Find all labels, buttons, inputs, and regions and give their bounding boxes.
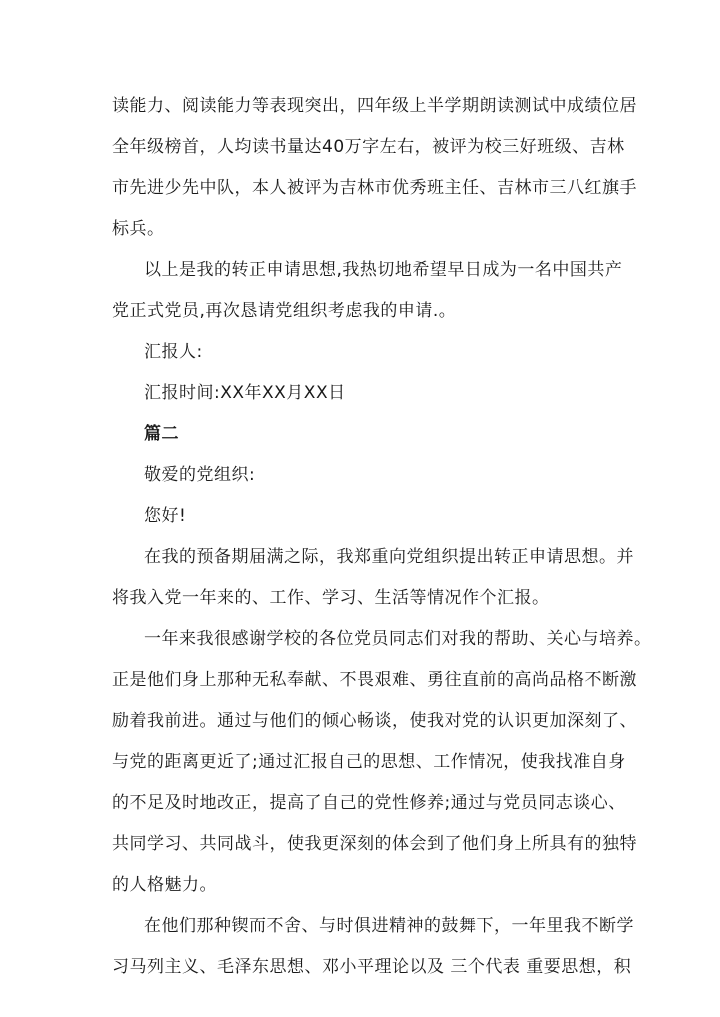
greeting: 您好! [144, 506, 187, 526]
body-text-line: 励着我前进。通过与他们的倾心畅谈，使我对党的认识更加深刻了、 [112, 711, 637, 731]
body-text-line: 读能力、阅读能力等表现突出，四年级上半学期朗读测试中成绩位居 [112, 96, 637, 116]
body-text-line: 全年级榜首，人均读书量达40万字左右，被评为校三好班级、吉林 [112, 137, 625, 157]
body-text-line: 党正式党员,再次恳请党组织考虑我的申请.。 [112, 301, 457, 321]
body-text-line: 标兵。 [112, 219, 165, 239]
body-text-line: 正是他们身上那种无私奉献、不畏艰难、勇往直前的高尚品格不断激 [112, 670, 637, 690]
body-text-line: 共同学习、共同战斗，使我更深刻的体会到了他们身上所具有的独特 [112, 834, 637, 854]
body-text-line: 与党的距离更近了;通过汇报自己的思想、工作情况，使我找准自身 [112, 752, 626, 772]
paragraph-start-line: 在我的预备期届满之际，我郑重向党组织提出转正申请思想。并 [144, 547, 634, 567]
report-date: 汇报时间:XX年XX月XX日 [144, 383, 346, 403]
reporter-label: 汇报人: [144, 342, 203, 362]
body-text-line: 的人格魅力。 [112, 875, 217, 895]
section-heading: 篇二 [144, 424, 179, 444]
body-text-line: 市先进少先中队，本人被评为吉林市优秀班主任、吉林市三八红旗手 [112, 178, 637, 198]
body-text-line: 习马列主义、毛泽东思想、邓小平理论以及 三个代表 重要思想，积 [112, 957, 632, 977]
body-text-line: 将我入党一年来的、工作、学习、生活等情况作个汇报。 [112, 588, 550, 608]
salutation: 敬爱的党组织: [144, 465, 256, 485]
paragraph-start-line: 以上是我的转正申请思想,我热切地希望早日成为一名中国共产 [144, 260, 623, 280]
body-text-line: 的不足及时地改正，提高了自己的党性修养;通过与党员同志谈心、 [112, 793, 626, 813]
paragraph-start-line: 一年来我很感谢学校的各位党员同志们对我的帮助、关心与培养。 [144, 629, 652, 649]
paragraph-start-line: 在他们那种锲而不舍、与时俱进精神的鼓舞下，一年里我不断学 [144, 916, 634, 936]
